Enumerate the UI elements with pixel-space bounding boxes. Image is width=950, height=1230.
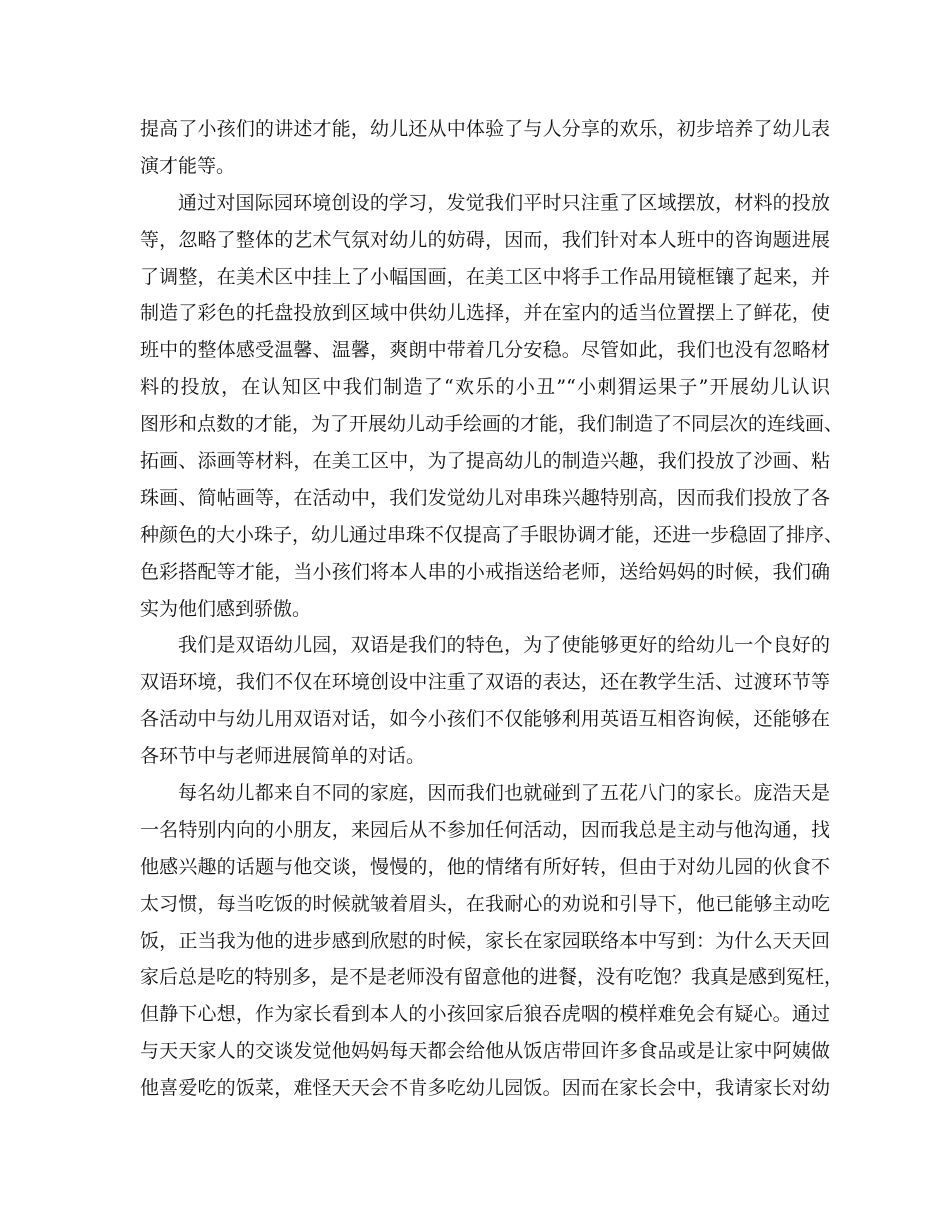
text-line: 提高了小孩们的讲述才能，幼儿还从中体验了与人分享的欢乐，初步培养了幼儿表 bbox=[140, 118, 830, 140]
text-line: 制造了彩色的托盘投放到区域中供幼儿选择，并在室内的适当位置摆上了鲜花，使 bbox=[140, 302, 830, 325]
text-line: 每名幼儿都来自不同的家庭，因而我们也就碰到了五花八门的家长。庞浩天是 bbox=[178, 782, 830, 805]
text-line: 一名特别内向的小朋友，来园后从不参加任何活动，因而我总是主动与他沟通，找 bbox=[140, 818, 830, 841]
text-line: 但静下心想，作为家长看到本人的小孩回家后狼吞虎咽的模样难免会有疑心。通过 bbox=[140, 1003, 830, 1026]
text-line: 家后总是吃的特别多，是不是老师没有留意他的进餐，没有吃饱？我真是感到冤枉， bbox=[140, 966, 844, 989]
text-line: 等，忽略了整体的艺术气氛对幼儿的妨碍，因而，我们针对本人班中的咨询题进展 bbox=[140, 228, 830, 251]
text-line: 我们是双语幼儿园，双语是我们的特色，为了使能够更好的给幼儿一个良好的 bbox=[178, 634, 830, 657]
paragraph bbox=[140, 185, 844, 628]
text-line: 与天天家人的交谈发觉他妈妈每天都会给他从饭店带回许多食品或是让家中阿姨做 bbox=[140, 1040, 830, 1063]
text-line: 料的投放，在认知区中我们制造了“欢乐的小丑”“小刺猬运果子”开展幼儿认识 bbox=[140, 376, 830, 399]
text-line: 了调整，在美术区中挂上了小幅国画，在美工区中将手工作品用镜框镶了起来，并 bbox=[140, 265, 830, 288]
text-line: 饭，正当我为他的进步感到欣慰的时候，家长在家园联络本中写到：为什么天天回 bbox=[140, 929, 830, 952]
text-line: 拓画、添画等材料，在美工区中，为了提高幼儿的制造兴趣，我们投放了沙画、粘 bbox=[140, 450, 830, 473]
text-line: 各环节中与老师进展简单的对话。 bbox=[140, 745, 426, 768]
text-line: 各活动中与幼儿用双语对话，如今小孩们不仅能够利用英语互相咨询候，还能够在 bbox=[140, 708, 830, 731]
text-line: 太习惯，每当吃饭的时候就皱着眉头，在我耐心的劝说和引导下，他已能够主动吃 bbox=[140, 892, 830, 915]
text-line: 班中的整体感受温馨、温馨，爽朗中带着几分安稳。尽管如此，我们也没有忽略材 bbox=[140, 339, 830, 362]
text-line: 通过对国际园环境创设的学习，发觉我们平时只注重了区域摆放，材料的投放 bbox=[178, 191, 830, 214]
paragraph bbox=[140, 111, 830, 185]
text-line: 他感兴趣的话题与他交谈，慢慢的，他的情绪有所好转，但由于对幼儿园的伙食不 bbox=[140, 855, 830, 878]
paragraph bbox=[140, 627, 830, 775]
paragraph bbox=[140, 775, 844, 1107]
text-line: 演才能等。 bbox=[140, 154, 236, 177]
text-line: 种颜色的大小珠子，幼儿通过串珠不仅提高了手眼协调才能，还进一步稳固了排序、 bbox=[140, 523, 844, 546]
text-line: 色彩搭配等才能，当小孩们将本人串的小戒指送给老师，送给妈妈的时候，我们确 bbox=[140, 560, 830, 583]
text-line: 双语环境，我们不仅在环境创设中注重了双语的表达，还在教学生活、过渡环节等 bbox=[140, 671, 830, 694]
text-line: 图形和点数的才能，为了开展幼儿动手绘画的才能，我们制造了不同层次的连线画、 bbox=[140, 413, 844, 436]
document-body bbox=[140, 111, 844, 1107]
text-line: 珠画、简帖画等，在活动中，我们发觉幼儿对串珠兴趣特别高，因而我们投放了各 bbox=[140, 486, 830, 509]
text-line: 他喜爱吃的饭菜，难怪天天会不肯多吃幼儿园饭。因而在家长会中，我请家长对幼 bbox=[140, 1077, 830, 1100]
text-line: 实为他们感到骄傲。 bbox=[140, 597, 312, 620]
